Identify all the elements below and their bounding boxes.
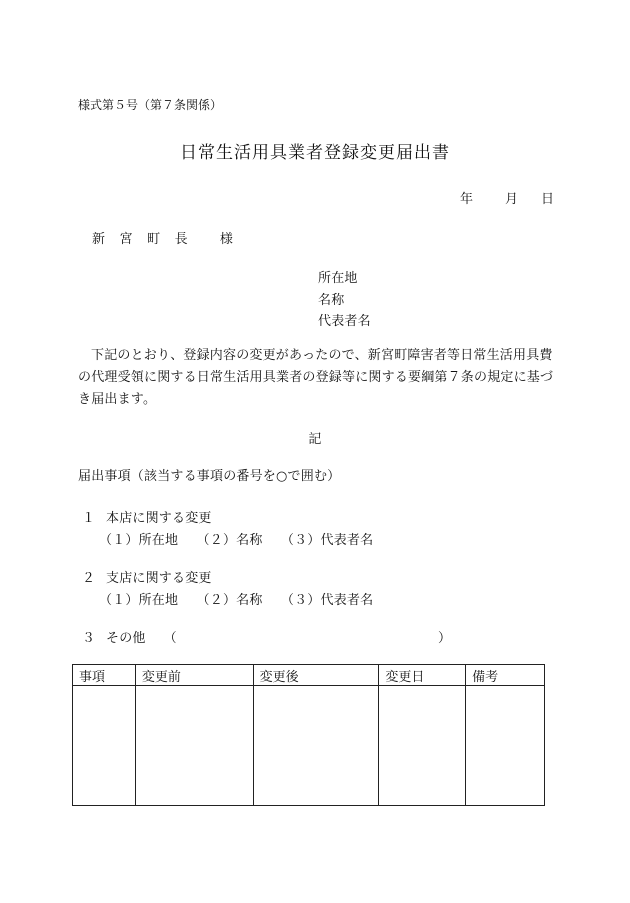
item-2-label: 支店に関する変更 bbox=[106, 571, 212, 586]
item-1-title bbox=[82, 507, 212, 526]
item-1-option-representative: （３）代表者名 bbox=[280, 533, 374, 548]
form-number: 様式第５号（第７条関係） bbox=[78, 98, 223, 112]
table-header-remarks: 備考 bbox=[466, 665, 545, 686]
date-month-label: 月 bbox=[505, 192, 519, 207]
table-cell-change-date[interactable] bbox=[379, 686, 466, 806]
table-header-row bbox=[73, 665, 545, 686]
item-1-label: 本店に関する変更 bbox=[106, 511, 212, 526]
item-2-title bbox=[82, 567, 212, 586]
addressee bbox=[92, 228, 233, 247]
item-2-option-representative: （３）代表者名 bbox=[280, 593, 374, 608]
item-1-number: １ bbox=[82, 511, 96, 526]
ki-heading: 記 bbox=[308, 432, 322, 447]
table-cell-remarks[interactable] bbox=[466, 686, 545, 806]
table-header-item: 事項 bbox=[73, 665, 136, 686]
applicant-representative-label: 代表者名 bbox=[318, 314, 371, 329]
table-cell-after[interactable] bbox=[253, 686, 379, 806]
table-cell-item[interactable] bbox=[73, 686, 136, 806]
applicant-name-label: 名称 bbox=[318, 293, 345, 308]
table-header-change-date: 変更日 bbox=[379, 665, 466, 686]
item-3-close-paren: ） bbox=[438, 631, 452, 646]
item-3-label: その他 bbox=[106, 631, 146, 646]
table-header-after: 変更後 bbox=[253, 665, 379, 686]
item-3-number: ３ bbox=[82, 631, 96, 646]
addressee-name: 新 宮 町 長 bbox=[92, 232, 188, 247]
table-row bbox=[73, 686, 545, 806]
body-paragraph: 下記のとおり、登録内容の変更があったので、新宮町障害者等日常生活用具費の代理受領に関する日常生活用具業者の登録等に関する要綱第７条の規定に基づき届出ます。 bbox=[78, 348, 554, 407]
item-2-number: ２ bbox=[82, 571, 96, 586]
item-2-option-location: （１）所在地 bbox=[99, 593, 179, 608]
item-1-option-location: （１）所在地 bbox=[99, 533, 179, 548]
item-1-option-name: （２）名称 bbox=[196, 533, 263, 548]
item-1-options bbox=[99, 529, 387, 548]
item-3-title bbox=[82, 627, 177, 646]
item-2-options bbox=[99, 589, 387, 608]
applicant-location-label: 所在地 bbox=[318, 271, 358, 286]
table-header-before: 変更前 bbox=[135, 665, 253, 686]
document-title: 日常生活用具業者登録変更届出書 bbox=[180, 143, 450, 163]
date-year-label: 年 bbox=[460, 192, 474, 207]
notification-intro: 届出事項（該当する事項の番号を○で囲む） bbox=[78, 469, 341, 484]
changes-table bbox=[72, 664, 545, 806]
item-2-option-name: （２）名称 bbox=[196, 593, 263, 608]
date-day-label: 日 bbox=[541, 192, 555, 207]
addressee-honorific: 様 bbox=[219, 232, 234, 247]
table-cell-before[interactable] bbox=[135, 686, 253, 806]
item-3-open-paren: （ bbox=[163, 631, 177, 646]
